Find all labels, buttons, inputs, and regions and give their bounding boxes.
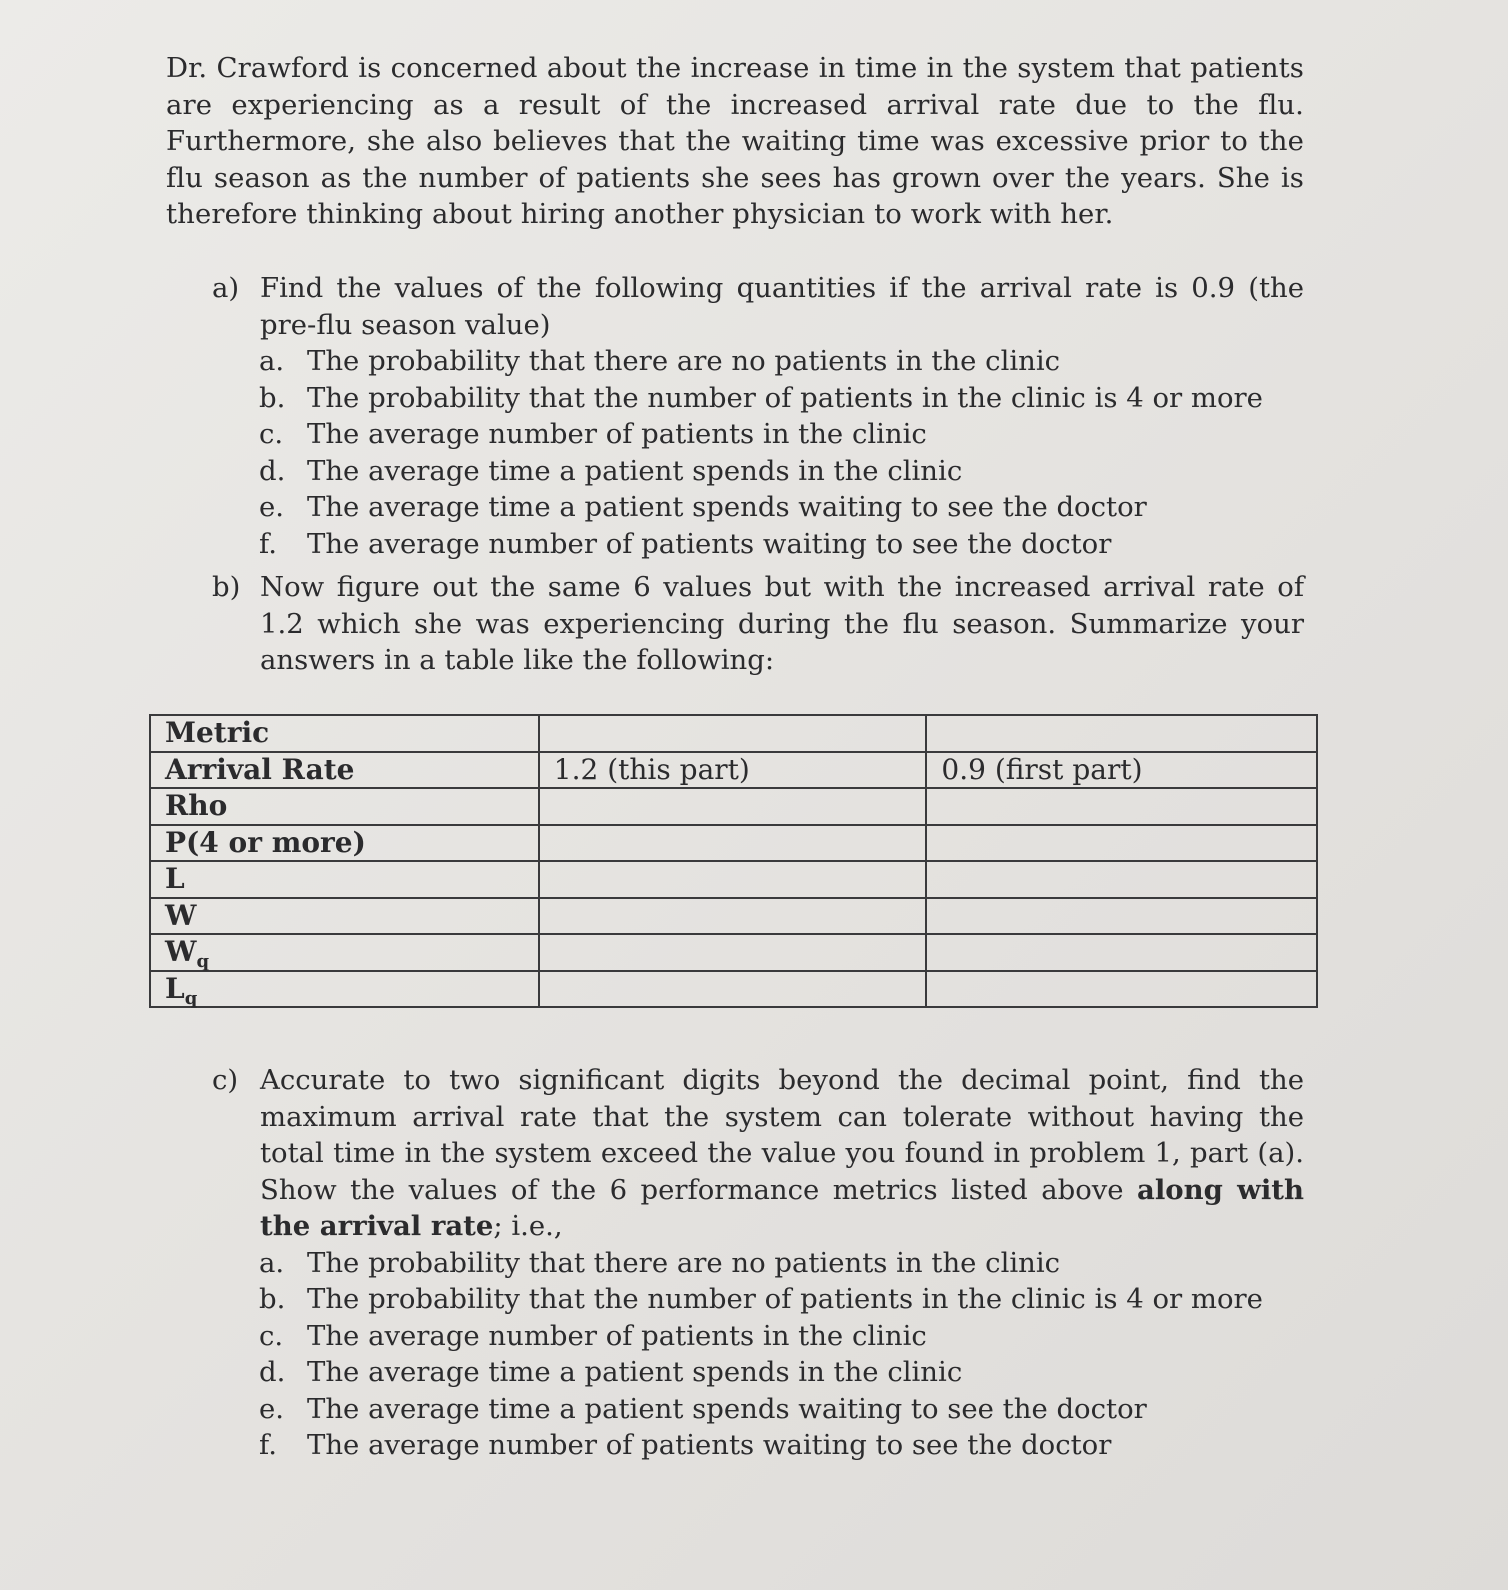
question-b-text: Now figure out the same 6 values but with the increased arrival rate of 1.2 which she was experiencing during the flu season. Summarize your answers in a table like the following:	[260, 571, 1304, 676]
table-cell	[926, 971, 1317, 1008]
question-c	[212, 1062, 1304, 1464]
table-row	[150, 971, 1317, 1008]
list-item: e. The average time a patient spends waiting to see the doctor	[259, 1392, 1147, 1425]
table-cell-metric: Arrival Rate	[150, 752, 539, 789]
table-row	[150, 861, 1317, 898]
table-cell-metric: L	[150, 861, 539, 898]
table-cell-metric: W	[150, 898, 539, 935]
table-cell	[926, 715, 1317, 752]
table-row	[150, 898, 1317, 935]
table-cell-metric: Rho	[150, 788, 539, 825]
table-cell	[539, 861, 927, 898]
table-row	[150, 715, 1317, 752]
question-c-text: Accurate to two significant digits beyond the decimal point, find the maximum arrival rate that the system can tolerate without having the total time in the system exceed the value you found in problem 1, part (a). Show the values of the 6 performance metrics listed above along with the arrival rate; i.e.,	[260, 1064, 1304, 1242]
question-a	[212, 270, 1304, 562]
table-cell	[539, 971, 927, 1008]
table-cell	[539, 788, 927, 825]
list-item: a. The probability that there are no patients in the clinic	[259, 345, 1061, 377]
intro-paragraph	[166, 50, 1304, 233]
list-item: a. The probability that there are no patients in the clinic	[259, 1246, 1061, 1279]
table-cell	[539, 898, 927, 935]
table-cell-metric: $L_q$	[150, 971, 539, 1008]
question-b-letter: b)	[212, 571, 241, 603]
list-item: b. The probability that the number of patients in the clinic is 4 or more	[259, 381, 1263, 414]
table-cell	[926, 788, 1317, 825]
metrics-table	[149, 714, 1318, 1008]
list-item: b. The probability that the number of patients in the clinic is 4 or more	[259, 1283, 1263, 1315]
list-item: f. The average number of patients waiting to see the doctor	[259, 1429, 1112, 1461]
table-cell-metric: Metric	[150, 715, 539, 752]
list-item: f. The average number of patients waiting to see the doctor	[259, 527, 1112, 560]
intro-text: Dr. Crawford is concerned about the increase in time in the system that patients are experiencing as a result of the increased arrival rate due to the flu. Furthermore, she also believes that the waiting time was excessive prior to the flu season as the number of patients she sees has grown over the years. She is therefore thinking about hiring another physician to work with her.	[166, 52, 1304, 230]
question-c-sublist	[259, 1245, 1304, 1464]
list-item: d. The average time a patient spends in the clinic	[259, 454, 963, 487]
question-a-text: Find the values of the following quantities if the arrival rate is 0.9 (the pre-flu season value)	[260, 272, 1304, 341]
list-item: e. The average time a patient spends waiting to see the doctor	[259, 491, 1147, 523]
list-item: d. The average time a patient spends in the clinic	[259, 1356, 963, 1388]
table-cell	[539, 825, 927, 862]
table-cell	[539, 715, 927, 752]
table-row	[150, 752, 1317, 789]
question-b	[212, 569, 1304, 679]
table-cell	[926, 825, 1317, 862]
list-item: c. The average number of patients in the clinic	[259, 1319, 927, 1352]
table-row	[150, 825, 1317, 862]
table-cell	[539, 934, 927, 971]
question-c-letter: c)	[212, 1064, 239, 1096]
table-cell: 0.9 (first part)	[926, 752, 1317, 789]
table-cell	[926, 934, 1317, 971]
table-cell	[926, 861, 1317, 898]
table-cell	[926, 898, 1317, 935]
table-row	[150, 788, 1317, 825]
question-a-letter: a)	[212, 272, 240, 304]
table-row	[150, 934, 1317, 971]
question-c-bold-text: along with the arrival rate	[260, 1173, 1304, 1242]
table-cell: 1.2 (this part)	[539, 752, 927, 789]
table-cell-metric: $W_q$	[150, 934, 539, 971]
list-item: c. The average number of patients in the clinic	[259, 418, 927, 450]
question-a-sublist	[259, 343, 1304, 562]
table-cell-metric: P(4 or more)	[150, 825, 539, 862]
